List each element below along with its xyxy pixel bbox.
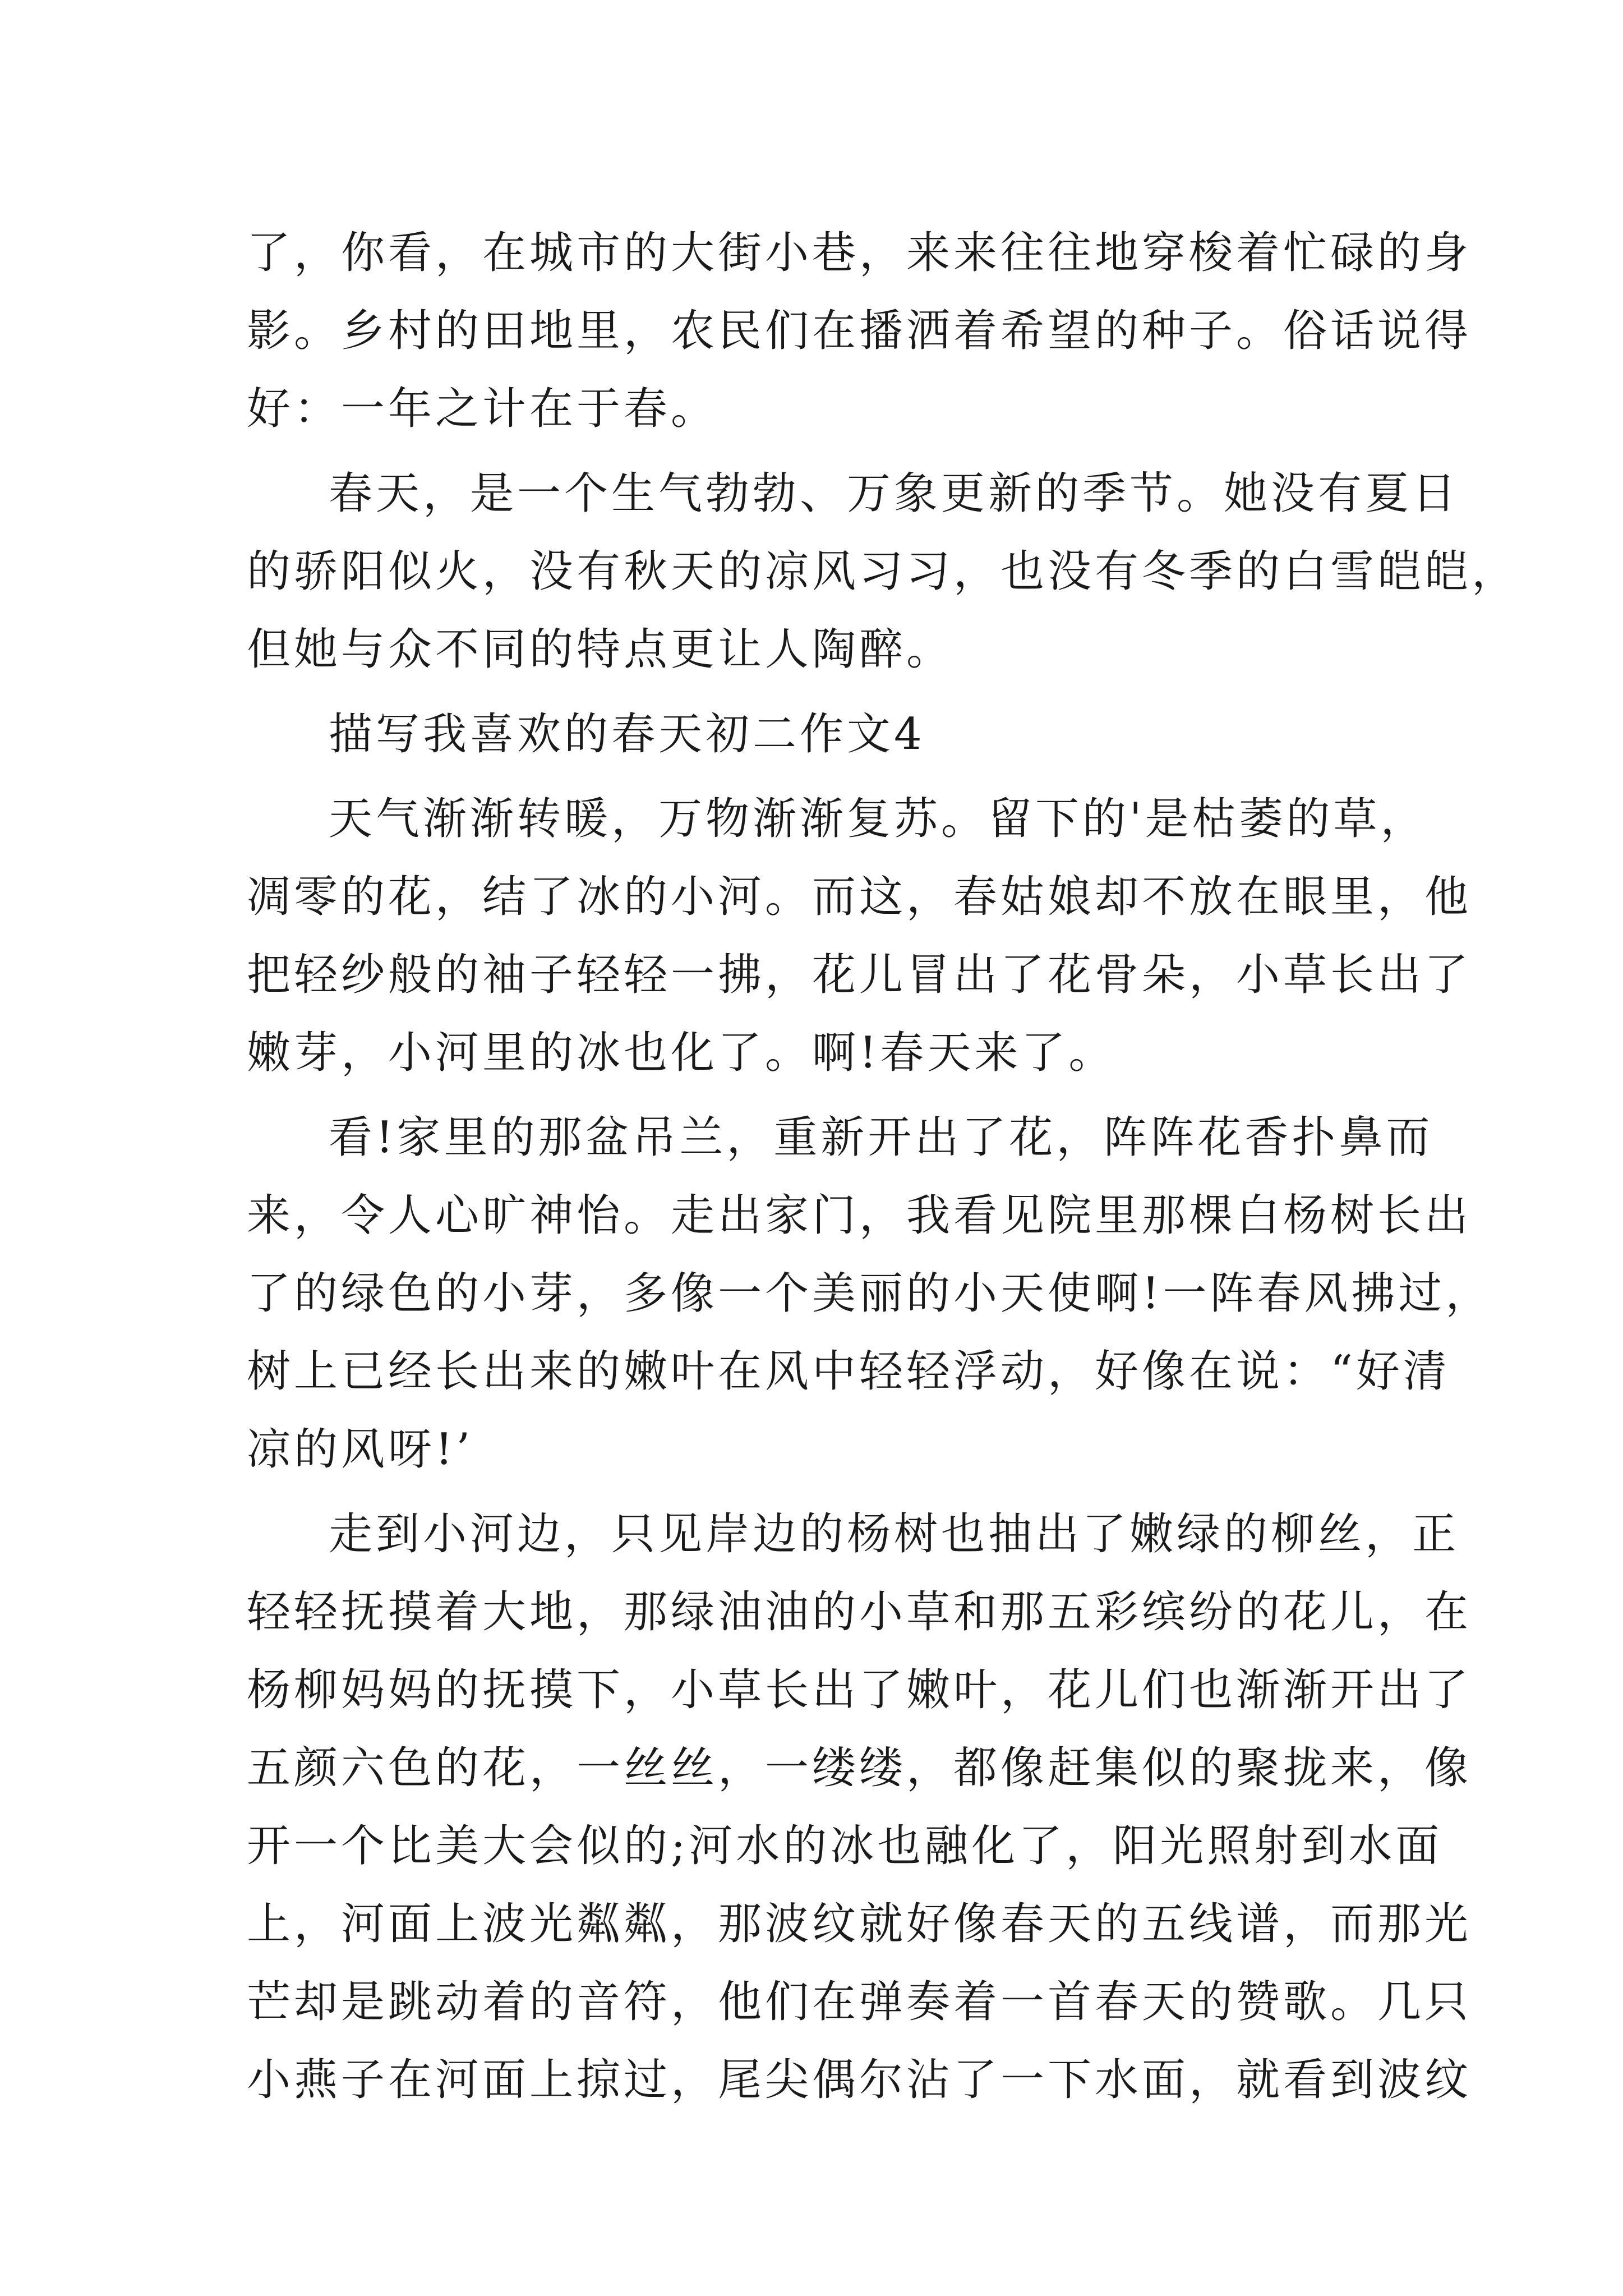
text-line: 了的绿色的小芽，多像一个美丽的小天使啊!一阵春风拂过，	[247, 1268, 1493, 1319]
paragraph	[247, 214, 1472, 448]
text-line: 树上已经长出来的嫩叶在风中轻轻浮动，好像在说：“好清	[247, 1346, 1450, 1397]
text-line: 来，令人心旷神怡。走出家门，我看见院里那棵白杨树长出	[247, 1190, 1472, 1241]
text-line: 影。乡村的田地里，农民们在播洒着希望的种子。俗话说得	[247, 306, 1472, 356]
paragraph	[247, 1496, 1472, 2119]
text-line: 五颜六色的花，一丝丝，一缕缕，都像赶集似的聚拢来，像	[247, 1743, 1472, 1793]
text-line: 轻轻抚摸着大地，那绿油油的小草和那五彩缤纷的花儿，在	[247, 1587, 1472, 1637]
text-line: 凋零的花，结了冰的小河。而这，春姑娘却不放在眼里，他	[247, 872, 1472, 922]
text-line: 开一个比美大会似的;河水的冰也融化了，阳光照射到水面	[247, 1821, 1443, 1871]
text-line: 小燕子在河面上掠过，尾尖偶尔沾了一下水面，就看到波纹	[247, 2055, 1472, 2105]
text-line: 上，河面上波光粼粼，那波纹就好像春天的五线谱，而那光	[247, 1899, 1472, 1949]
text-line: 看!家里的那盆吊兰，重新开出了花，阵阵花香扑鼻而	[329, 1112, 1433, 1163]
essay-body	[247, 214, 1519, 2119]
text-line: 杨柳妈妈的抚摸下，小草长出了嫩叶，花儿们也渐渐开出了	[247, 1665, 1472, 1715]
paragraph	[247, 780, 1472, 1092]
text-line: 走到小河边，只见岸边的杨树也抽出了嫩绿的柳丝，正	[329, 1509, 1460, 1559]
text-line: 芒却是跳动着的音符，他们在弹奏着一首春天的赞歌。几只	[247, 1977, 1472, 2027]
text-line: 的骄阳似火，没有秋天的凉风习习，也没有冬季的白雪皑皑，	[247, 546, 1519, 597]
text-line: 把轻纱般的袖子轻轻一拂，花儿冒出了花骨朵，小草长出了	[247, 950, 1472, 1000]
text-line: 但她与众不同的特点更让人陶醉。	[247, 624, 954, 675]
text-line: 天气渐渐转暖，万物渐渐复苏。留下的'是枯萎的草，	[329, 794, 1428, 844]
text-line: 了，你看，在城市的大街小巷，来来往往地穿梭着忙碌的身	[247, 228, 1472, 278]
section-heading	[247, 696, 1385, 774]
text-line: 好：一年之计在于春。	[247, 384, 718, 434]
text-line: 春天，是一个生气勃勃、万象更新的季节。她没有夏日	[329, 468, 1460, 519]
text-line: 嫩芽，小河里的冰也化了。啊!春天来了。	[247, 1028, 1116, 1078]
paragraph	[247, 455, 1519, 689]
text-line: 凉的风呀!’	[247, 1424, 474, 1475]
paragraph	[247, 1099, 1493, 1489]
heading-line: 描写我喜欢的春天初二作文4	[329, 709, 925, 760]
